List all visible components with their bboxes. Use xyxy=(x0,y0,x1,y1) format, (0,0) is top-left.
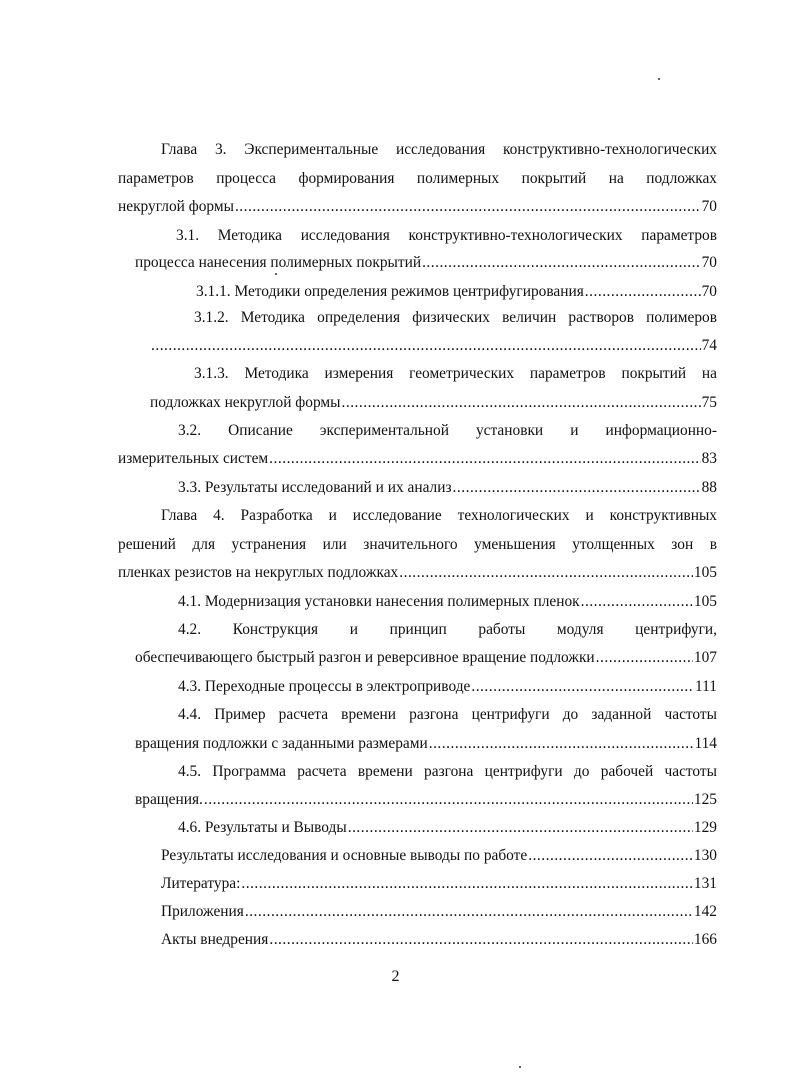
toc-s45-line1: 4.5. Программа расчета времени разгона центрифуги до рабочей частоты xyxy=(178,763,717,780)
dot-leader xyxy=(204,790,693,810)
toc-page-number: 70 xyxy=(701,198,717,215)
toc-page-number: 142 xyxy=(693,903,717,920)
toc-entry-title: 3.1.1. Методики определения режимов центрифугирования xyxy=(196,283,584,300)
dot-leader xyxy=(269,930,693,950)
scan-speck xyxy=(275,273,277,275)
toc-s313-entry[interactable] xyxy=(150,393,717,413)
toc-s43-entry[interactable] xyxy=(178,677,717,697)
toc-page-number: 130 xyxy=(693,847,717,864)
toc-ch3-line2: параметров процесса формирования полимерных покрытий на подложках xyxy=(118,170,717,187)
dot-leader xyxy=(235,197,701,217)
toc-entry-title: Приложения xyxy=(161,903,244,920)
dot-leader xyxy=(245,902,693,922)
toc-s312-entry[interactable] xyxy=(150,336,717,356)
toc-s45-entry[interactable] xyxy=(135,790,717,810)
toc-page-number: 83 xyxy=(701,450,717,467)
dot-leader xyxy=(471,677,694,697)
dot-leader xyxy=(342,393,701,413)
toc-entry-title: подложках некруглой формы xyxy=(150,394,341,411)
toc-s311-entry[interactable] xyxy=(196,282,717,302)
toc-entry-title: Результаты исследования и основные выводы по работе xyxy=(161,847,528,864)
toc-page-number: 166 xyxy=(693,931,717,948)
scan-speck xyxy=(519,1066,521,1068)
toc-ch4-line2: решений для устранения или значительного уменьшения утолщенных зон в xyxy=(118,536,717,553)
toc-ch3-entry[interactable] xyxy=(118,197,717,217)
toc-page-number: 75 xyxy=(701,394,717,411)
dot-leader xyxy=(596,648,693,668)
toc-s32-line1: 3.2. Описание экспериментальной установки и информационно- xyxy=(178,422,717,439)
toc-entry-title: вращения. xyxy=(135,791,203,808)
dot-leader xyxy=(151,336,701,356)
toc-entry-title: 4.3. Переходные процессы в электроприводе xyxy=(178,678,471,695)
dot-leader xyxy=(453,478,701,498)
toc-page-number: 131 xyxy=(693,875,717,892)
toc-page-number: 129 xyxy=(693,819,717,836)
toc-acts-entry[interactable] xyxy=(161,930,717,950)
toc-page-number: 70 xyxy=(701,283,717,300)
toc-entry-title: 3.3. Результаты исследований и их анализ xyxy=(178,479,452,496)
toc-s42-line1: 4.2. Конструкция и принцип работы модуля центрифуги, xyxy=(178,621,717,638)
toc-page-number: 125 xyxy=(693,791,717,808)
toc-ch4-line1: Глава 4. Разработка и исследование технологических и конструктивных xyxy=(161,507,717,524)
scan-speck xyxy=(658,78,660,80)
toc-s44-line1: 4.4. Пример расчета времени разгона центрифуги до заданной частоты xyxy=(178,706,717,723)
toc-entry-title: Акты внедрения xyxy=(161,931,269,948)
toc-ch3-line1: Глава 3. Экспериментальные исследования конструктивно-технологических xyxy=(161,141,717,158)
toc-s31-line1: 3.1. Методика исследования конструктивно-технологических параметров xyxy=(176,227,717,244)
toc-entry-title: обеспечивающего быстрый разгон и реверсивное вращение подложки xyxy=(135,649,595,666)
toc-page-number: 107 xyxy=(693,649,717,666)
dot-leader xyxy=(399,563,693,583)
toc-results-entry[interactable] xyxy=(161,846,717,866)
toc-page-number: 105 xyxy=(693,593,717,610)
toc-ch4-entry[interactable] xyxy=(118,563,717,583)
dot-leader xyxy=(348,818,693,838)
toc-literature-entry[interactable] xyxy=(161,874,717,894)
toc-page-number: 74 xyxy=(701,337,717,354)
dot-leader xyxy=(429,734,694,754)
toc-page-number: 114 xyxy=(694,735,717,752)
toc-entry-title: вращения подложки с заданными размерами xyxy=(135,735,428,752)
toc-entry-title: Литература: xyxy=(161,875,241,892)
toc-s42-entry[interactable] xyxy=(135,648,717,668)
dot-leader xyxy=(581,592,693,612)
toc-page-number: 88 xyxy=(701,479,717,496)
dot-leader xyxy=(422,253,701,273)
dot-leader xyxy=(269,449,700,469)
dot-leader xyxy=(528,846,693,866)
toc-s32-entry[interactable] xyxy=(118,449,717,469)
toc-entry-title: 4.1. Модернизация установки нанесения полимерных пленок xyxy=(178,593,580,610)
page-number: 2 xyxy=(391,968,400,985)
toc-s46-entry[interactable] xyxy=(178,818,717,838)
toc-entry-title: процесса нанесения полимерных покрытий xyxy=(135,254,422,271)
dot-leader xyxy=(585,282,701,302)
toc-s312-line1: 3.1.2. Методика определения физических величин растворов полимеров xyxy=(194,309,717,326)
toc-s33-entry[interactable] xyxy=(178,478,717,498)
toc-entry-title: измерительных систем xyxy=(118,450,269,467)
toc-entry-title: пленках резистов на некруглых подложках xyxy=(118,564,399,581)
toc-entry-title: 4.6. Результаты и Выводы xyxy=(178,819,347,836)
toc-page-number: 111 xyxy=(695,678,717,695)
dot-leader xyxy=(241,874,693,894)
toc-page-number: 105 xyxy=(693,564,717,581)
toc-s41-entry[interactable] xyxy=(178,592,717,612)
toc-s44-entry[interactable] xyxy=(135,734,717,754)
toc-s313-line1: 3.1.3. Методика измерения геометрических параметров покрытий на xyxy=(194,365,717,382)
toc-page-number: 70 xyxy=(701,254,717,271)
toc-appendix-entry[interactable] xyxy=(161,902,717,922)
toc-entry-title: некруглой формы xyxy=(118,198,234,215)
toc-s31-entry[interactable] xyxy=(135,253,717,273)
